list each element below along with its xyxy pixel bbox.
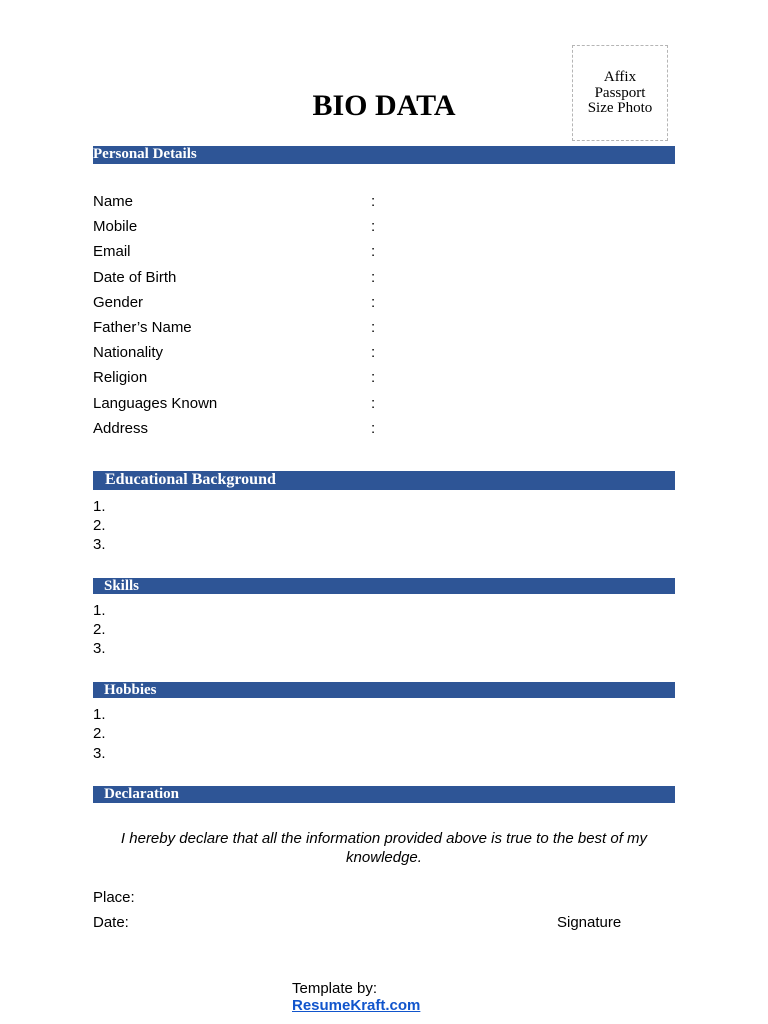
field-separator: : [371, 294, 376, 311]
field-label: Gender [93, 294, 144, 311]
field-row-date-of-birth [93, 268, 675, 288]
education-list-item: 2. [93, 517, 106, 534]
field-row-gender [93, 293, 675, 313]
signature-label: Signature [557, 914, 622, 931]
field-separator: : [371, 193, 376, 210]
field-row-languages-known [93, 394, 675, 414]
photo-box-line: Affix [603, 69, 637, 85]
section-header-declaration: Declaration [93, 786, 675, 803]
declaration-text: I hereby declare that all the information provided above is true to the best of my knowledge. [120, 830, 648, 866]
field-row-name [93, 192, 675, 212]
field-label: Email [93, 243, 131, 260]
field-separator: : [371, 269, 376, 286]
field-row-fathers-name [93, 318, 675, 338]
passport-photo-placeholder [572, 45, 668, 141]
page-title: BIO DATA [312, 89, 456, 122]
field-row-religion [93, 368, 675, 388]
education-list-item: 3. [93, 536, 106, 553]
section-header-personal-details: Personal Details [93, 146, 675, 164]
photo-box-line: Size Photo [587, 100, 653, 116]
footer-credit-link[interactable]: ResumeKraft.com [292, 997, 421, 1014]
field-label: Address [93, 420, 149, 437]
education-list-item: 1. [93, 498, 106, 515]
field-separator: : [371, 395, 376, 412]
field-row-mobile [93, 217, 675, 237]
field-label: Nationality [93, 344, 164, 361]
hobbies-list-item: 3. [93, 745, 106, 762]
field-separator: : [371, 218, 376, 235]
field-label: Mobile [93, 218, 138, 235]
hobbies-list-item: 2. [93, 725, 106, 742]
skills-list-item: 2. [93, 621, 106, 638]
skills-list-item: 3. [93, 640, 106, 657]
field-separator: : [371, 243, 376, 260]
field-separator: : [371, 344, 376, 361]
photo-box-line: Passport [594, 84, 646, 101]
section-header-hobbies: Hobbies [93, 682, 675, 698]
skills-list-item: 1. [93, 602, 106, 619]
field-label: Name [93, 193, 134, 210]
section-header-educational-background: Educational Background [93, 471, 675, 490]
hobbies-list-item: 1. [93, 706, 106, 723]
field-label: Date of Birth [93, 269, 177, 286]
field-row-email [93, 242, 675, 262]
field-row-nationality [93, 343, 675, 363]
place-label: Place: [93, 889, 135, 906]
date-label: Date: [93, 914, 129, 931]
section-header-skills: Skills [93, 578, 675, 594]
field-label: Father’s Name [93, 319, 192, 336]
field-label: Religion [93, 369, 148, 386]
field-separator: : [371, 369, 376, 386]
field-separator: : [371, 420, 376, 437]
field-separator: : [371, 319, 376, 336]
field-label: Languages Known [93, 395, 218, 412]
footer-credit-label: Template by: [292, 980, 378, 997]
field-row-address [93, 419, 675, 439]
